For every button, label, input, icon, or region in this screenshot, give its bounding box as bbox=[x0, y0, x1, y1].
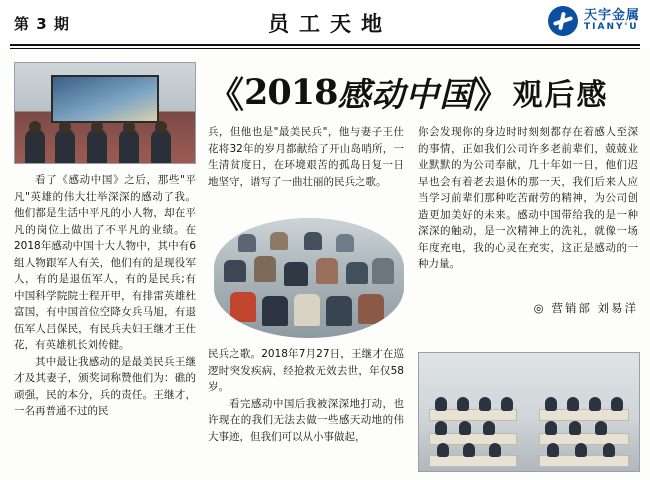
seated-trainee bbox=[501, 397, 513, 411]
paragraph: 看了《感动中国》之后，那些"平凡"英雄的伟大壮举深深的感动了我。他们都是生活中平凡的小人物，却在平凡的岗位上做出了不平凡的业绩。在2018年感动中国十大人物中，其中有6组人物跟军人有关，他们有的是现役军人，有的是退伍军人，有的是民兵;有中国科学院院士程开甲，有排雷英雄杜富国，有中国首位空降女兵马旭，有退伍军人吕保民，有民兵夫妇王继才王仕花，有英雄机长刘传健。 bbox=[14, 174, 196, 351]
headline-title: 感动中国 bbox=[337, 74, 474, 114]
audience-figure bbox=[87, 129, 107, 163]
photo-auditorium-screen bbox=[14, 62, 196, 164]
brand-name-en: TIANY'U bbox=[583, 22, 639, 33]
masthead bbox=[0, 0, 650, 46]
masthead-rule-thin bbox=[10, 48, 640, 49]
audience-figure bbox=[119, 129, 139, 163]
article-column-3 bbox=[418, 124, 638, 273]
audience-figure bbox=[151, 129, 171, 163]
projection-screen bbox=[51, 75, 159, 123]
article-column-2-top bbox=[208, 124, 404, 190]
circle-swoosh-logo-icon bbox=[548, 6, 578, 36]
seated-trainee bbox=[435, 397, 447, 411]
seated-person bbox=[316, 258, 338, 284]
seated-person bbox=[304, 232, 322, 250]
audience-figure-head bbox=[29, 121, 41, 133]
page-title: 员工天地 bbox=[268, 11, 392, 36]
seated-trainee bbox=[489, 443, 501, 457]
seated-trainee bbox=[575, 443, 587, 457]
seated-trainee bbox=[457, 397, 469, 411]
paragraph: 民兵之歌。2018年7月27日，王继才在巡逻时突发疾病，经抢救无效去世，年仅58岁。 bbox=[208, 348, 404, 393]
brand-text bbox=[584, 9, 640, 32]
masthead-rule-thick bbox=[10, 44, 640, 46]
audience-figure-head bbox=[59, 121, 71, 133]
audience-figure bbox=[55, 129, 75, 163]
article-byline: ◎ 营销部 刘易洋 bbox=[533, 301, 638, 315]
audience-figure-head bbox=[155, 121, 167, 133]
brand-name-cn: 天宇金属 bbox=[583, 8, 640, 24]
audience-figure bbox=[25, 129, 45, 163]
paragraph: 看完感动中国后我被深深地打动，也许现在的我们无法去做一些感天动地的伟大事迹，但我们可以从小事做起， bbox=[208, 397, 404, 443]
article-headline bbox=[208, 68, 642, 116]
seated-trainee bbox=[435, 421, 447, 435]
seated-person bbox=[372, 258, 394, 284]
seated-trainee bbox=[459, 421, 471, 435]
seated-person bbox=[224, 260, 246, 282]
seated-person bbox=[346, 262, 368, 284]
seated-trainee bbox=[603, 443, 615, 457]
seated-person bbox=[358, 294, 384, 324]
article-column-2-bottom bbox=[208, 346, 404, 445]
seated-trainee bbox=[611, 397, 623, 411]
seated-person bbox=[284, 262, 308, 286]
seated-person bbox=[262, 296, 288, 326]
seated-person bbox=[336, 234, 354, 252]
photo-audience-seated bbox=[214, 218, 404, 338]
seated-trainee bbox=[483, 421, 495, 435]
paragraph: 你会发现你的身边时时刻刻都存在着感人至深的事情，正如我们公司许多老前辈们，兢兢业业默默的为公司奉献，几十年如一日，他们迟早也会有着老去退休的那一天，我们后来人应当学习前辈们那种吃苦耐劳的精神，为公司创造更加美好的未来。感动中国带给我的是一种深深的触动，是一次精神上的洗礼，就像一场年度充电，我的心灵在充实，这正是感动的一种力量。 bbox=[418, 126, 638, 270]
headline-bracket-open: 《 bbox=[208, 73, 245, 116]
headline-year: 2018 bbox=[244, 71, 338, 113]
audience-figure-head bbox=[91, 121, 103, 133]
seated-trainee bbox=[567, 397, 579, 411]
photo-training-classroom bbox=[418, 352, 640, 472]
seated-person bbox=[270, 232, 288, 250]
brand-logo bbox=[548, 6, 640, 36]
seated-person bbox=[230, 292, 256, 322]
paragraph: 其中最让我感动的是最美民兵王继才及其妻子，颁奖词称赞他们为：礁的顽强，民的本分，兵的责任。王继才，一名再普通不过的民 bbox=[14, 355, 196, 417]
headline-bracket-close: 》 bbox=[473, 73, 510, 116]
seated-person bbox=[326, 296, 352, 326]
seated-trainee bbox=[463, 443, 475, 457]
seated-trainee bbox=[545, 397, 557, 411]
seated-trainee bbox=[589, 397, 601, 411]
seated-trainee bbox=[569, 421, 581, 435]
seated-trainee bbox=[437, 443, 449, 457]
paragraph: 兵，但他也是"最美民兵"，他与妻子王仕花将32年的岁月都献给了开山岛哨所，一生清贫度日，在环境艰苦的孤岛日复一日地坚守，谱写了一曲壮丽的民兵之歌。 bbox=[208, 126, 404, 188]
issue-label: 第 3 期 bbox=[14, 14, 70, 33]
seated-person bbox=[294, 294, 320, 326]
headline-subtitle: 观后感 bbox=[512, 78, 609, 113]
seated-trainee bbox=[479, 397, 491, 411]
audience-figure-head bbox=[123, 121, 135, 133]
seated-person bbox=[238, 234, 256, 252]
seated-trainee bbox=[595, 421, 607, 435]
article-column-1 bbox=[14, 172, 196, 420]
seated-person bbox=[254, 256, 276, 282]
seated-trainee bbox=[545, 421, 557, 435]
seated-trainee bbox=[547, 443, 559, 457]
